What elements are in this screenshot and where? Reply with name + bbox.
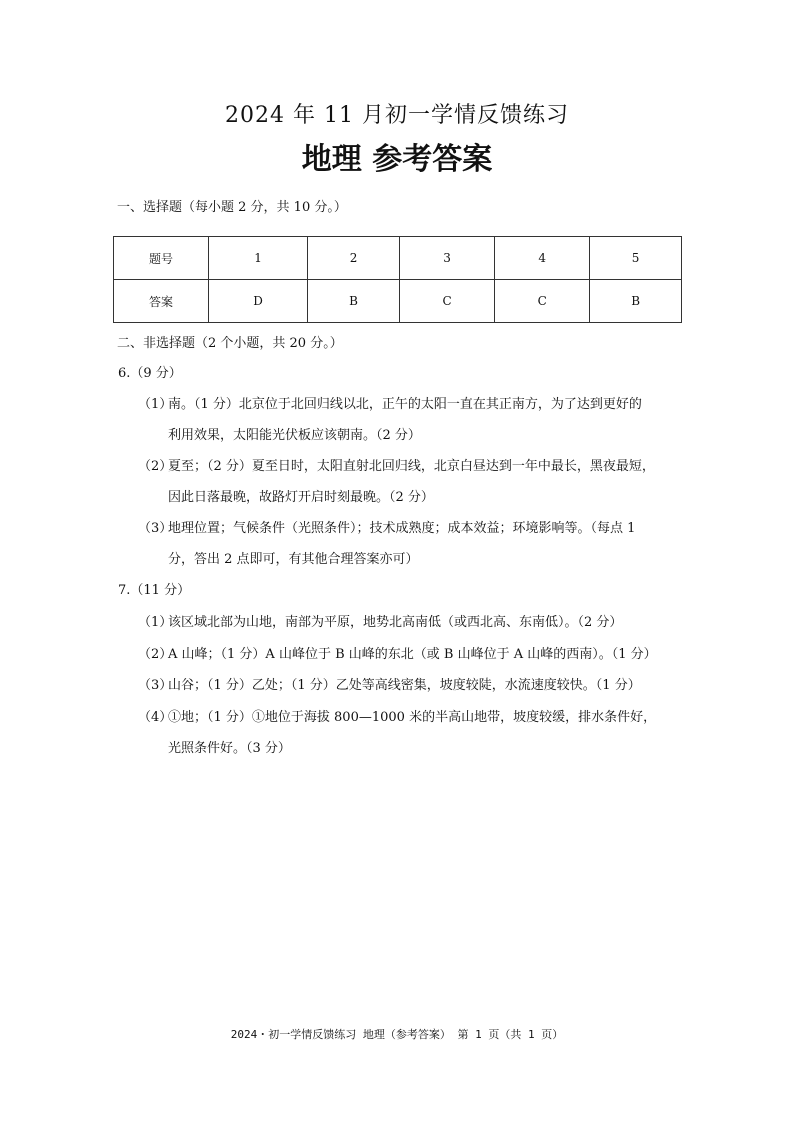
- table-cell: B: [308, 280, 400, 323]
- item-text: 南。（1 分）北京位于北回归线以北，正午的太阳一直在其正南方，为了达到更好的: [168, 397, 642, 412]
- table-cell: B: [590, 280, 682, 323]
- item-text: A 山峰；（1 分）A 山峰位于 B 山峰的东北（或 B 山峰位于 A 山峰的西南）。（1 分）: [168, 647, 657, 662]
- table-cell: 3: [399, 237, 494, 280]
- q6-item-2: [138, 451, 678, 513]
- table-cell: C: [399, 280, 494, 323]
- item-text: 山谷；（1 分）乙处；（1 分）乙处等高线密集，坡度较陡，水流速度较快。（1 分）: [168, 678, 641, 693]
- section1-heading: 一、选择题（每小题 2 分，共 10 分。）: [117, 200, 347, 215]
- q6-item-1: [138, 389, 678, 451]
- item-text-continued: 光照条件好。（3 分）: [168, 741, 291, 756]
- item-text-continued: 利用效果，太阳能光伏板应该朝南。（2 分）: [168, 428, 421, 443]
- table-cell: 2: [308, 237, 400, 280]
- item-text: ①地；（1 分）①地位于海拔 800—1000 米的半高山地带，坡度较缓，排水条件好，: [168, 710, 657, 725]
- q7-item-3: [138, 670, 678, 701]
- item-number: （2）: [138, 459, 173, 474]
- table-cell: C: [495, 280, 590, 323]
- page-title: 2024 年 11 月初一学情反馈练习: [225, 103, 569, 128]
- question-7-heading: 7.（11 分）: [118, 583, 191, 598]
- item-number: （3）: [138, 521, 173, 536]
- q7-item-4: [138, 702, 678, 764]
- table-cell: 5: [590, 237, 682, 280]
- item-text: 该区域北部为山地，南部为平原，地势北高南低（或西北高、东南低）。（2 分）: [168, 615, 623, 630]
- question-6-heading: 6.（9 分）: [118, 366, 182, 381]
- answer-table: [113, 236, 682, 323]
- page-footer: 2024・初一学情反馈练习 地理（参考答案） 第 1 页（共 1 页）: [230, 1028, 564, 1041]
- q7-item-1: [138, 607, 678, 638]
- table-cell: 题号: [114, 237, 209, 280]
- table-cell: D: [209, 280, 308, 323]
- q6-item-3: [138, 513, 678, 575]
- table-row-answers: [114, 280, 682, 323]
- item-number: （1）: [138, 397, 173, 412]
- table-cell: 4: [495, 237, 590, 280]
- item-number: （4）: [138, 710, 173, 725]
- table-cell: 答案: [114, 280, 209, 323]
- item-number: （3）: [138, 678, 173, 693]
- q7-item-2: [138, 639, 678, 670]
- item-text: 夏至；（2 分）夏至日时，太阳直射北回归线，北京白昼达到一年中最长，黑夜最短，: [168, 459, 655, 474]
- section2-heading: 二、非选择题（2 个小题，共 20 分。）: [117, 336, 343, 351]
- table-cell: 1: [209, 237, 308, 280]
- item-number: （1）: [138, 615, 173, 630]
- item-text: 地理位置；气候条件（光照条件）；技术成熟度；成本效益；环境影响等。（每点 1: [168, 521, 636, 536]
- item-text-continued: 分，答出 2 点即可，有其他合理答案亦可）: [168, 552, 419, 567]
- item-text-continued: 因此日落最晚，故路灯开启时刻最晚。（2 分）: [168, 490, 434, 505]
- table-row-question-numbers: [114, 237, 682, 280]
- page-subtitle: 地理 参考答案: [301, 142, 493, 177]
- item-number: （2）: [138, 647, 173, 662]
